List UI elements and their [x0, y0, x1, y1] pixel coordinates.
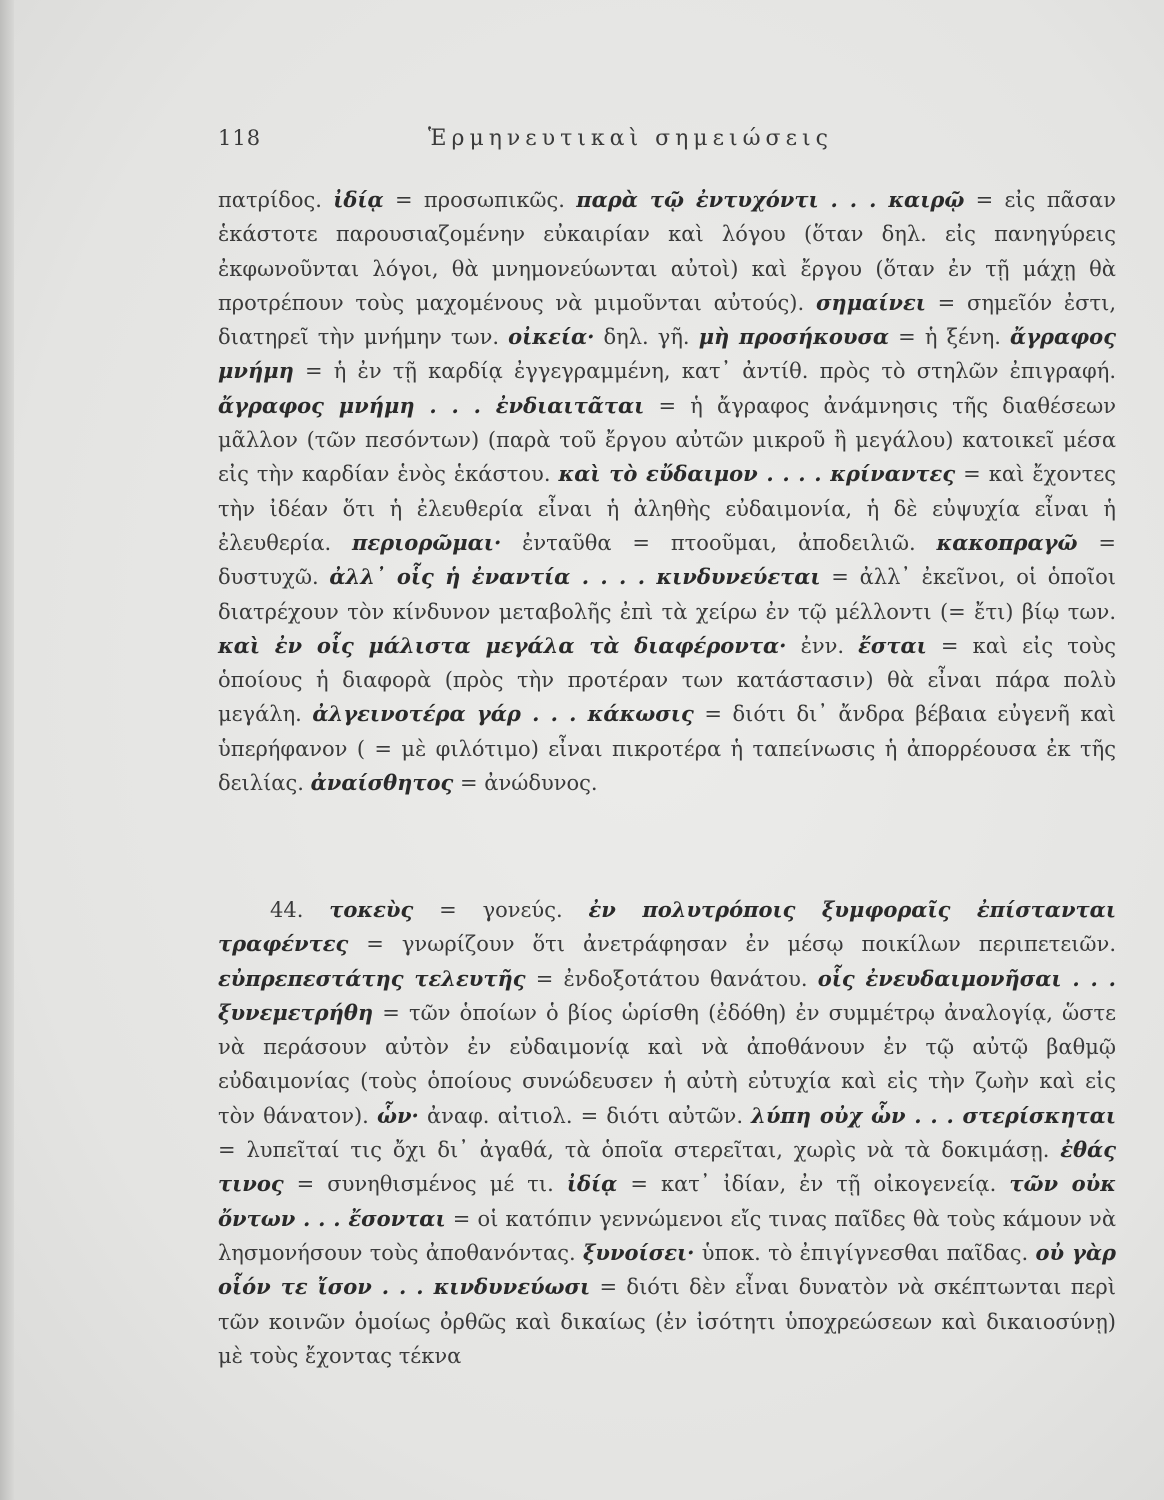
gloss-text: = δυστυχῶ. — [218, 530, 1116, 590]
lemma-term: ἀναίσθητος — [310, 770, 454, 796]
page-number: 118 — [218, 126, 262, 150]
gloss-text: = κατ᾽ ἰδίαν, ἐν τῇ οἰκογενείᾳ. — [617, 1172, 1010, 1197]
gloss-text: πατρίδος. — [218, 188, 334, 212]
running-title: Ἑρμηνευτικαὶ σημειώσεις — [428, 126, 833, 151]
lemma-term: καὶ τὸ εὔδαιμον . . . . κρίναντες — [558, 461, 956, 487]
lemma-term: σημαίνει — [815, 289, 926, 315]
lemma-term: εὐπρεπεστάτης τελευτῆς — [218, 965, 526, 991]
lemma-term: παρὰ τῷ ἐντυχόντι . . . καιρῷ — [576, 187, 965, 212]
lemma-term: ἀλγεινοτέρα γάρ . . . κάκωσις — [312, 701, 694, 727]
commentary-paragraph-1 — [218, 183, 1116, 800]
lemma-term: καὶ ἐν οἷς μάλιστα μεγάλα τὰ διαφέροντα· — [218, 632, 787, 658]
gloss-text: = ἡ ξένη. — [889, 325, 1011, 350]
lemma-term: ὧν· — [376, 1102, 419, 1128]
lemma-term: ἀλλ᾽ οἷς ἡ ἐναντία . . . . κινδυνεύεται — [329, 564, 821, 590]
lemma-term: ἰδίᾳ — [333, 187, 384, 212]
gloss-text: = ἡ ἄγραφος ἀνάμνησις τῆς διαθέσεων μᾶλλον (τῶν πεσόντων) (παρὰ τοῦ ἔργου αὐτῶν μικροῦ ἢ μεγάλου) κατοικεῖ μέσα εἰς τὴν καρδίαν ἑνὸς ἑκάστου. — [218, 393, 1116, 487]
lemma-term: ἔσται — [858, 632, 927, 658]
lemma-term: κακοπραγῶ — [936, 529, 1078, 555]
gloss-text: 44. — [270, 898, 330, 922]
page-gutter — [0, 0, 14, 1500]
lemma-term: ἄγραφος μνήμη . . . ἐνδιαιτᾶται — [218, 392, 645, 418]
commentary-paragraph-2 — [218, 893, 1116, 1373]
gloss-text: = συνηθισμένος μέ τι. — [283, 1172, 567, 1197]
lemma-term: οὐ γὰρ οἷόν τε ἴσον . . . κινδυνεύωσι — [218, 1239, 1116, 1300]
lemma-term: τοκεὺς — [329, 897, 414, 922]
gloss-text: = τῶν ὁποίων ὁ βίος ὡρίσθη (ἐδόθη) ἐν συμμέτρῳ ἀναλογίᾳ, ὥστε νὰ περάσουν αὐτὸν ἐν εὐδαιμονίᾳ καὶ νὰ ἀποθάνουν ἐν τῷ αὐτῷ βαθμῷ εὐδαιμονίας (τοὺς ὁποίους συνώδευσεν ἡ αὐτὴ εὐτυχία καὶ εἰς τὴν ζωὴν καὶ εἰς τὸν θάνατον). — [218, 1000, 1116, 1128]
gloss-text: δηλ. γῆ. — [594, 325, 699, 350]
gloss-text: = προσωπικῶς. — [383, 188, 577, 212]
lemma-term: μὴ προσήκουσα — [698, 324, 890, 350]
gloss-text: = γονεύς. — [413, 898, 589, 922]
lemma-term: οἷς ἐνευδαιμονῆσαι . . . ξυνεμετρήθη — [218, 965, 1116, 1025]
gloss-text: = ἀνώδυνος. — [453, 771, 598, 796]
lemma-term: λύπη οὐχ ὧν . . . στερίσκηται — [751, 1102, 1116, 1128]
gloss-text: = ἐνδοξοτάτου θανάτου. — [525, 966, 818, 991]
lemma-term: ξυνοίσει· — [582, 1239, 695, 1265]
lemma-term: τῶν οὐκ ὄντων . . . ἔσονται — [218, 1171, 1116, 1231]
lemma-term: ἄγραφος μνήμη — [218, 324, 1116, 384]
gloss-text: = εἰς πᾶσαν ἑκάστοτε παρουσιαζομένην εὐκαιρίαν καὶ λόγου (ὅταν δηλ. εἰς πανηγύρεις ἐκφωνοῦνται λόγοι, θὰ μνημονεύωνται αὐτοὶ) καὶ ἔργου (ὅταν ἐν τῇ μάχῃ θὰ προτρέπουν τοὺς μαχομένους νὰ μιμοῦνται αὐτούς). — [218, 188, 1117, 315]
gloss-text: ἐνν. — [786, 633, 859, 658]
lemma-term: ἐν πολυτρόποις ξυμφοραῖς ἐπίστανται τραφέντες — [218, 897, 1116, 957]
gloss-text: ὑποκ. τὸ ἐπιγίγνεσθαι παῖδας. — [694, 1240, 1036, 1265]
gloss-text: = καὶ εἰς τοὺς ὁποίους ἡ διαφορὰ (πρὸς τὴν προτέραν των κατάστασιν) θὰ εἶναι πάρα πολὺ μεγάλη. — [218, 633, 1116, 727]
lemma-term: οἰκεία· — [508, 324, 595, 350]
gloss-text: = γνωρίζουν ὅτι ἀνετράφησαν ἐν μέσῳ ποικίλων περιπετειῶν. — [348, 932, 1116, 957]
page-header — [218, 126, 1118, 156]
gloss-text: = ἀλλ᾽ ἐκεῖνοι, οἱ ὁποῖοι διατρέχουν τὸν κίνδυνον μεταβολῆς ἐπὶ τὰ χείρω ἐν τῷ μέλλοντι (= ἔτι) βίῳ των. — [218, 565, 1116, 624]
lemma-term: ἰδίᾳ — [566, 1171, 618, 1197]
gloss-text: = διότι δὲν εἶναι δυνατὸν νὰ σκέπτωνται περὶ τῶν κοινῶν ὁμοίως ὀρθῶς καὶ δικαίως (ἐν ἰσότητι ὑποχρεώσεων καὶ δικαιοσύνῃ) μὲ τοὺς ἔχοντας τέκνα — [218, 1275, 1116, 1368]
gloss-text: = οἱ κατόπιν γεννώμενοι εἴς τινας παῖδες θὰ τοὺς κάμουν νὰ λησμονήσουν τοὺς ἀποθανόντας. — [218, 1206, 1117, 1265]
gloss-text: = λυπεῖταί τις ὄχι δι᾽ ἀγαθά, τὰ ὁποῖα στερεῖται, χωρὶς νὰ τὰ δοκιμάσῃ. — [218, 1138, 1061, 1163]
lemma-term: ἐθάς τινος — [218, 1137, 1116, 1197]
gloss-text: ἐνταῦθα = πτοοῦμαι, ἀποδειλιῶ. — [501, 530, 937, 555]
lemma-term: περιορῶμαι· — [352, 529, 502, 555]
gloss-text: = σημεῖόν ἐστι, διατηρεῖ τὴν μνήμην των. — [218, 290, 1116, 350]
gloss-text: = διότι δι᾽ ἄνδρα βέβαια εὐγενῆ καὶ ὑπερήφανον ( = μὲ φιλότιμο) εἶναι πικροτέρα ἡ ταπείνωσις ἡ ἀπορρέουσα ἐκ τῆς δειλίας. — [218, 702, 1116, 796]
gloss-text: = ἡ ἐν τῇ καρδίᾳ ἐγγεγραμμένη, κατ᾽ ἀντίθ. πρὸς τὸ στηλῶν ἐπιγραφή. — [293, 359, 1116, 384]
gloss-text: = καὶ ἔχοντες τὴν ἰδέαν ὅτι ἡ ἐλευθερία εἶναι ἡ ἀληθὴς εὐδαιμονία, ἡ δὲ εὐψυχία εἶναι ἡ ἐλευθερία. — [218, 462, 1116, 555]
gloss-text: ἀναφ. αἰτιολ. = διότι αὐτῶν. — [418, 1103, 752, 1128]
